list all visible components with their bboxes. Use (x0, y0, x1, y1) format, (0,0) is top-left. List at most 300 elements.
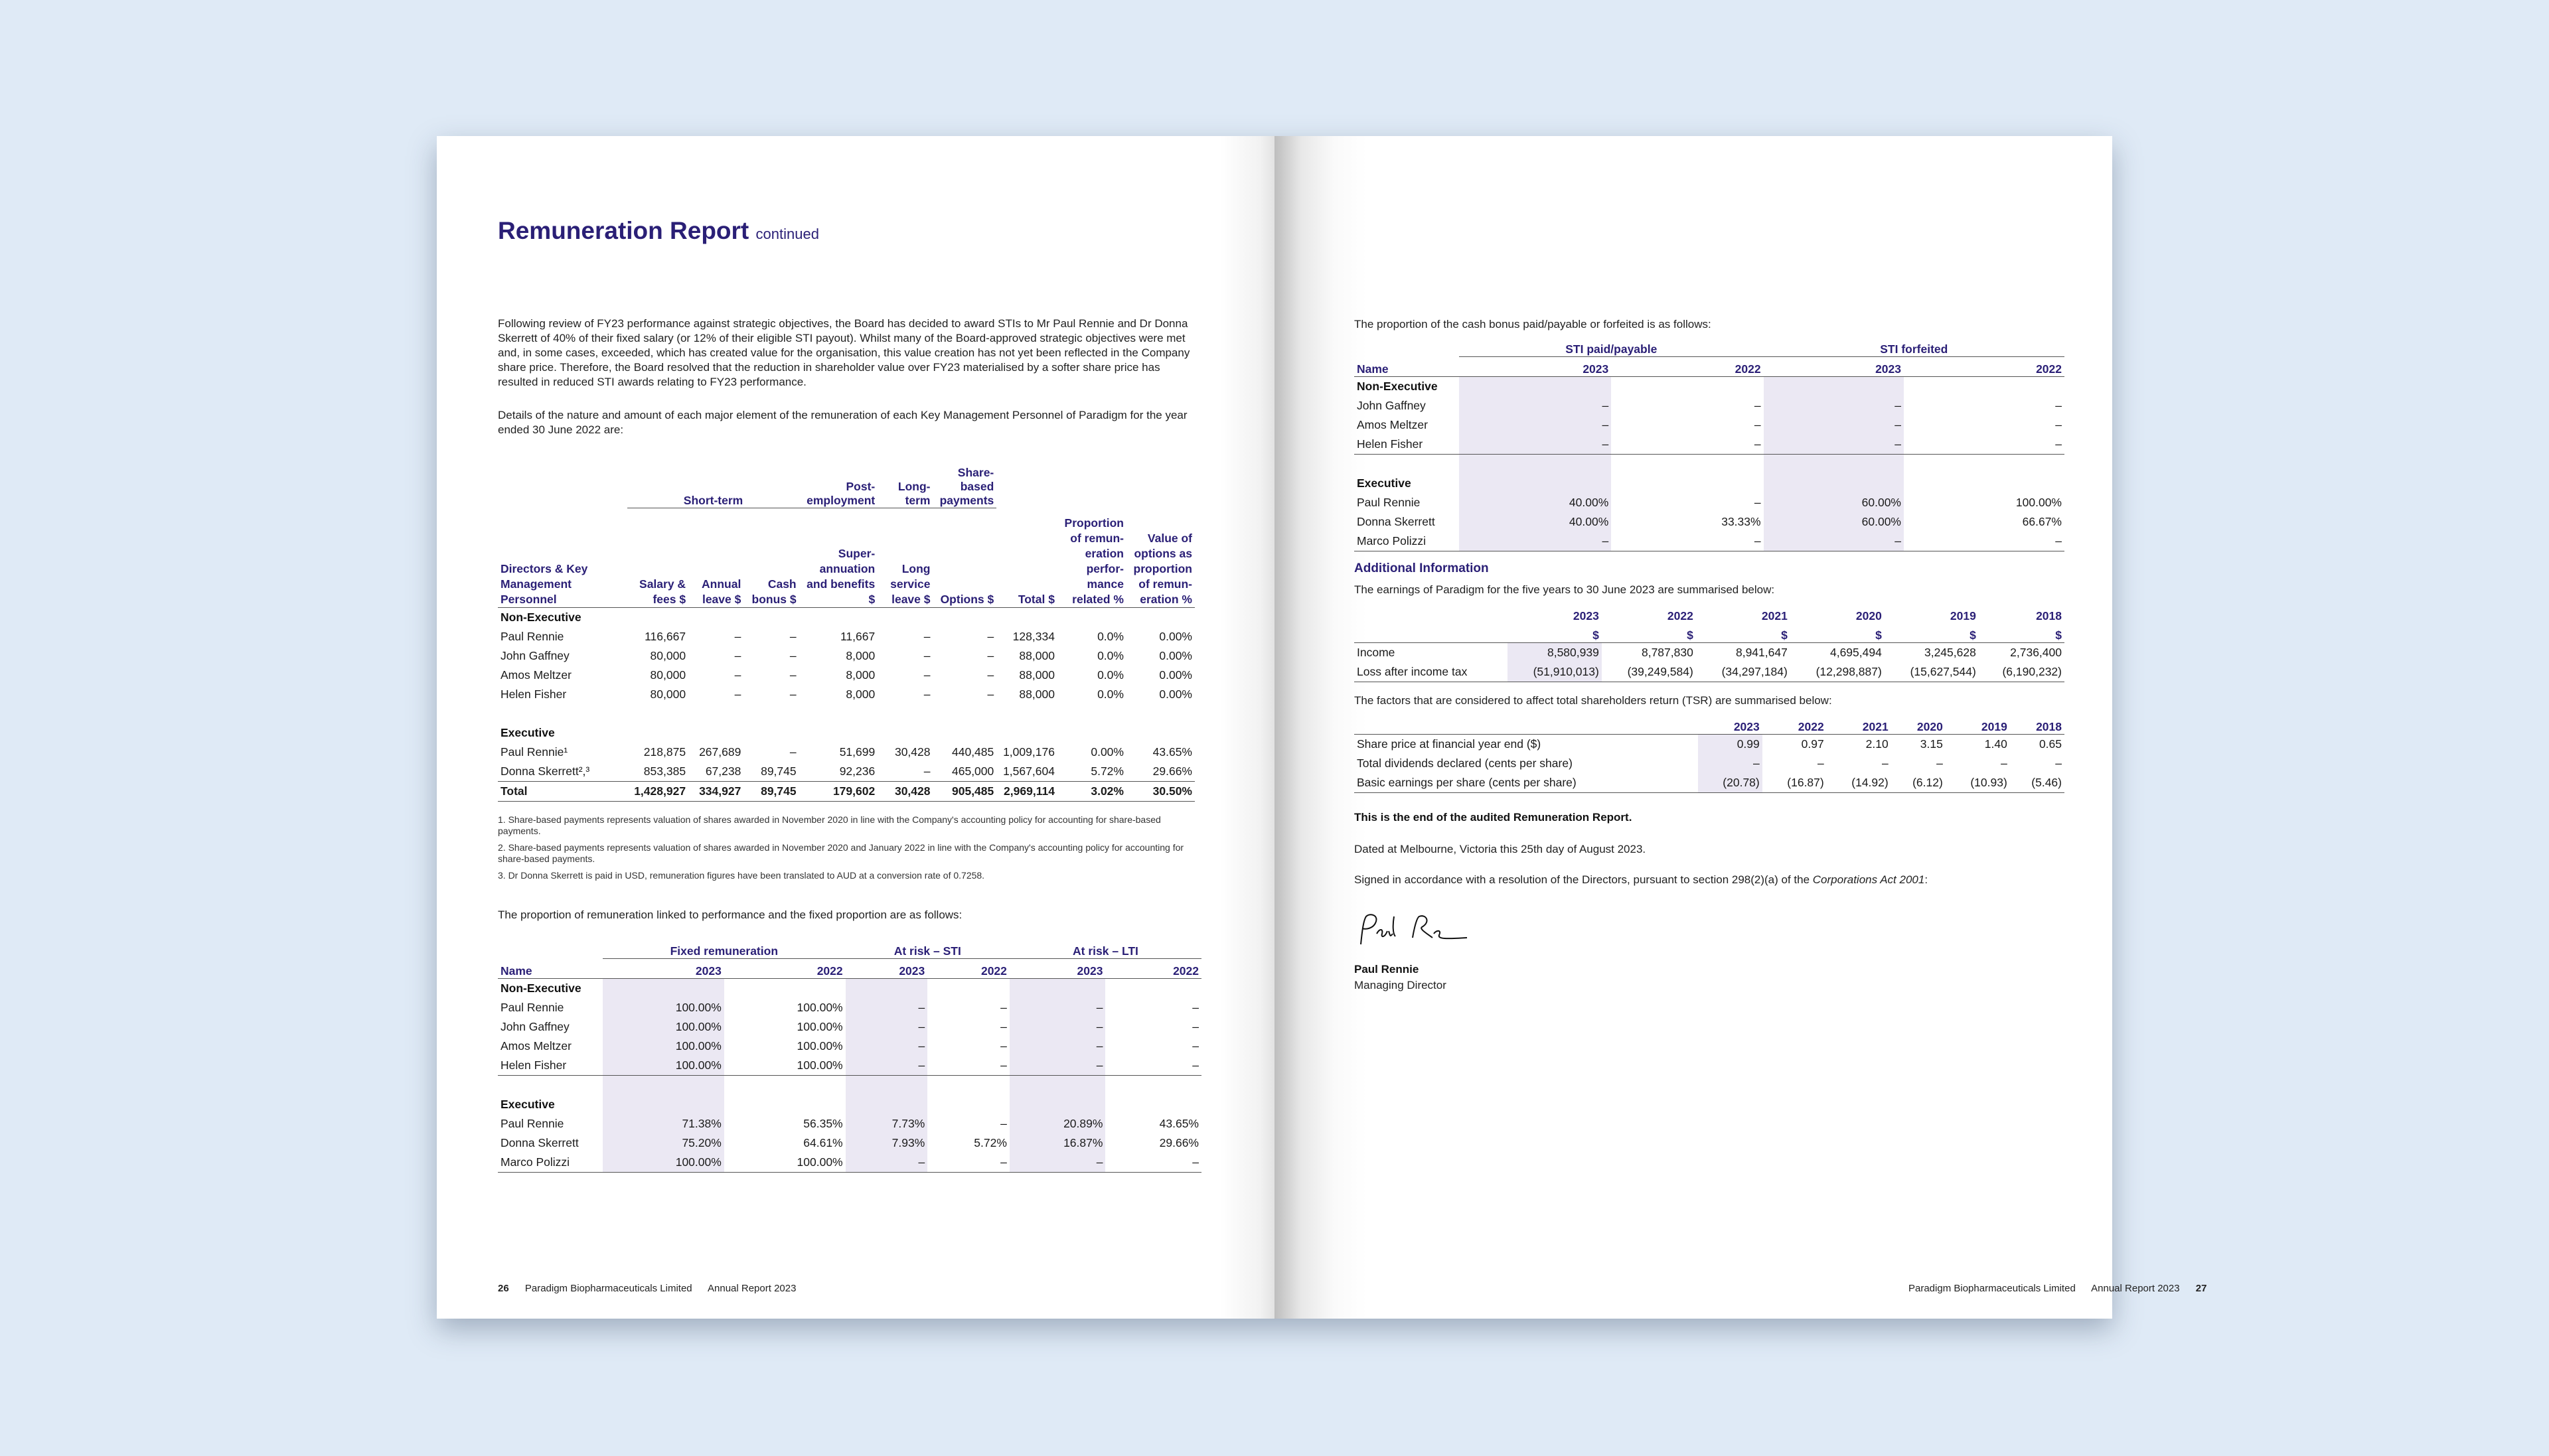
group-header: At risk – LTI (1010, 939, 1201, 959)
table-cell: – (1459, 396, 1611, 415)
table-cell: – (1000, 1020, 1007, 1033)
row-name: Paul Rennie (1357, 496, 1421, 509)
table-cell: 0.0% (1097, 630, 1124, 643)
column-header: 2019 (1950, 609, 1976, 622)
cash-bonus-table (1354, 337, 2064, 551)
table-row (1354, 396, 2064, 415)
spacer (1010, 1076, 1106, 1096)
table-cell: – (1764, 532, 1904, 551)
table-cell: 0.00% (1091, 745, 1124, 759)
unit-header: $ (1696, 623, 1790, 643)
table-cell: 440,485 (952, 745, 994, 759)
section-row (1354, 474, 2064, 493)
table-cell: – (1459, 435, 1611, 455)
table-cell: (14.92) (1827, 773, 1891, 793)
table-cell: – (734, 688, 741, 701)
table-row (1354, 735, 2064, 755)
table-row (1354, 662, 2064, 682)
table-cell: – (1105, 1153, 1201, 1173)
group-header (1126, 448, 1195, 508)
table-cell: 128,334 (1012, 630, 1055, 643)
table-cell: (6.12) (1891, 773, 1946, 793)
table-cell: 29.66% (1152, 764, 1192, 778)
table-cell: – (987, 630, 994, 643)
table-cell: 80,000 (650, 649, 686, 662)
row-name: Helen Fisher (501, 688, 567, 701)
column-header: Value of options as proportion of remun-eration % (1126, 508, 1195, 608)
table-cell: 100.00% (603, 1017, 724, 1037)
table-cell: 8,580,939 (1507, 643, 1602, 663)
column-header: 2022 (1105, 959, 1201, 979)
table-cell: 1.40 (1984, 737, 2007, 751)
spacer (1459, 474, 1611, 493)
column-header: 2022 (1611, 357, 1763, 377)
row-name: Donna Skerrett²,³ (501, 764, 590, 778)
table-row (498, 1133, 1201, 1153)
table-cell: 465,000 (952, 764, 994, 778)
table-cell: 75.20% (603, 1133, 724, 1153)
column-header: 2023 (1698, 715, 1762, 735)
total-label: Total (498, 782, 627, 802)
table-cell: – (789, 630, 797, 643)
table-cell: – (923, 764, 931, 778)
table-cell: 20.89% (1010, 1114, 1106, 1133)
table-row (1354, 415, 2064, 435)
table-cell: 0.97 (1801, 737, 1824, 751)
row-name: Paul Rennie¹ (501, 745, 568, 759)
unit-header: $ (1885, 623, 1979, 643)
table-cell: 8,000 (846, 688, 876, 701)
table-row (498, 1017, 1201, 1037)
table-cell: 40.00% (1459, 493, 1611, 512)
act-name: Corporations Act 2001 (1812, 873, 1925, 886)
table-cell: 100.00% (603, 1056, 724, 1076)
table-cell: 5.72% (1091, 764, 1124, 778)
footnote-3: 3. Dr Donna Skerrett is paid in USD, remuneration figures have been translated to AUD at a conversion rate of 0.7258. (498, 870, 985, 881)
table-cell: 0.00% (1159, 649, 1192, 662)
table-cell: 8,787,830 (1641, 646, 1693, 659)
row-name: Donna Skerrett (1357, 515, 1435, 528)
column-header: 2022 (724, 959, 846, 979)
column-header: 2023 (603, 959, 724, 979)
table-cell: – (1192, 1020, 1199, 1033)
table-row (1354, 643, 2064, 663)
unit-header (1354, 623, 1507, 643)
column-header: 2019 (1946, 715, 2010, 735)
row-name: Paul Rennie (501, 1117, 564, 1130)
total-cell: 334,927 (688, 782, 743, 802)
table-cell: 8,941,647 (1735, 646, 1788, 659)
table-cell: 43.65% (1159, 1117, 1199, 1130)
table-cell: – (846, 1017, 928, 1037)
column-header: Proportion of remun-eration perfor-mance related % (1057, 508, 1126, 608)
column-header-row (498, 508, 1195, 608)
table-row (498, 1153, 1201, 1173)
page-number: 26 (498, 1283, 509, 1294)
page-footer-left (498, 1283, 796, 1294)
table-cell: 30,428 (894, 745, 931, 759)
row-name: Share price at financial year end ($) (1357, 737, 1541, 751)
unit-header: $ (1790, 623, 1885, 643)
column-header: Salary & fees $ (627, 508, 688, 608)
group-header: Long-term (878, 448, 933, 508)
row-name: Paul Rennie (501, 1001, 564, 1014)
table-cell: 3.15 (1920, 737, 1943, 751)
table-row (498, 666, 1195, 685)
table-cell: – (923, 649, 931, 662)
table-row (1354, 532, 2064, 551)
table-cell: 100.00% (797, 1020, 843, 1033)
earnings-intro: The earnings of Paradigm for the five years to 30 June 2023 are summarised below: (1354, 583, 1775, 596)
table-cell: – (1754, 437, 1761, 451)
table-cell: 29.66% (1159, 1136, 1199, 1149)
table-cell: – (923, 668, 931, 682)
spacer (498, 1076, 603, 1096)
column-header-row (498, 959, 1201, 979)
table-cell: – (1698, 754, 1762, 773)
spacer (846, 979, 928, 999)
spacer (1611, 455, 1763, 474)
table-row (1354, 512, 2064, 532)
spacer (603, 1076, 724, 1096)
section-row (1354, 377, 2064, 397)
total-cell: 2,969,114 (996, 782, 1057, 802)
table-cell: – (1936, 757, 1943, 770)
table-row (498, 743, 1195, 762)
footer-report: Annual Report 2023 (708, 1283, 797, 1294)
table-cell: 43.65% (1152, 745, 1192, 759)
table-cell: 100.00% (603, 1037, 724, 1056)
signed-line: Signed in accordance with a resolution of the Directors, pursuant to section 298(2)(a) of the Corporations Act 2001: (1354, 873, 1928, 886)
column-header: Options $ (933, 508, 997, 608)
table-cell: (10.93) (1946, 773, 2010, 793)
group-header (498, 939, 603, 959)
table-cell: 0.0% (1097, 649, 1124, 662)
table-cell: (6,190,232) (1979, 662, 2064, 682)
table-cell: 88,000 (1019, 649, 1055, 662)
group-header-row (1354, 337, 2064, 357)
column-header: Name (498, 959, 603, 979)
table-cell: 218,875 (643, 745, 686, 759)
spacer-row (498, 704, 1195, 723)
table-cell: 116,667 (645, 630, 686, 643)
table-cell: – (1754, 399, 1761, 412)
table-row (1354, 435, 2064, 455)
table-cell: – (2001, 757, 2007, 770)
row-name: Marco Polizzi (498, 1153, 603, 1173)
column-header: 2023 (846, 959, 928, 979)
section-row (498, 979, 1201, 999)
column-header: Cash bonus $ (743, 508, 799, 608)
table-cell: – (2055, 437, 2062, 451)
table-cell: – (734, 668, 741, 682)
row-name: Loss after income tax (1354, 662, 1507, 682)
section-row (498, 608, 1195, 628)
report-spread (437, 136, 2207, 1319)
column-header: 2020 (1891, 715, 1946, 735)
table-cell: 0.0% (1097, 668, 1124, 682)
table-cell: 100.00% (724, 1153, 846, 1173)
column-header: Super-annuation and benefits $ (799, 508, 878, 608)
column-header: 2018 (2010, 715, 2064, 735)
unit-header: $ (1602, 623, 1696, 643)
row-name: Basic earnings per share (cents per share) (1354, 773, 1698, 793)
column-header: 2023 (1459, 357, 1611, 377)
table-row (498, 1114, 1201, 1133)
group-header: Fixed remuneration (603, 939, 846, 959)
additional-heading: Additional Information (1354, 561, 1489, 575)
page-footer-right (1908, 1283, 2220, 1294)
column-header-row (1354, 357, 2064, 377)
table-cell: (12,298,887) (1790, 662, 1885, 682)
table-cell: – (1764, 415, 1904, 435)
spacer (724, 979, 846, 999)
table-cell: 40.00% (1459, 512, 1611, 532)
table-row (498, 646, 1195, 666)
column-header-row (1354, 715, 2064, 735)
spacer (846, 1076, 928, 1096)
spacer (1105, 1076, 1201, 1096)
unit-header: $ (1979, 623, 2064, 643)
column-header: Name (1354, 357, 1459, 377)
table-cell: – (987, 688, 994, 701)
row-name: John Gaffney (501, 649, 570, 662)
footnote-2: 2. Share-based payments represents valuation of shares awarded in November 2020 and January 2022 in line with the Company's accounting policy for accounting for share-based payments. (498, 842, 1184, 864)
table-cell: 0.00% (1159, 630, 1192, 643)
table-cell: – (1000, 1001, 1007, 1014)
row-name: Donna Skerrett (501, 1136, 579, 1149)
column-header (1354, 604, 1507, 623)
proportion-intro: The proportion of remuneration linked to performance and the fixed proportion are as follows: (498, 909, 963, 921)
table-cell: 3,245,628 (1924, 646, 1976, 659)
section-row (498, 1095, 1201, 1114)
footer-report: Annual Report 2023 (2091, 1283, 2180, 1294)
table-cell: – (2055, 418, 2062, 431)
table-row (1354, 754, 2064, 773)
table-cell: 8,000 (846, 649, 876, 662)
table-row (498, 627, 1195, 646)
table-cell: 80,000 (650, 668, 686, 682)
table-cell: 2.10 (1865, 737, 1889, 751)
table-cell: – (1764, 396, 1904, 415)
table-cell: 33.33% (1721, 515, 1761, 528)
section-label: Non-Executive (1357, 380, 1438, 393)
group-header (1354, 337, 1459, 357)
table-cell: (34,297,184) (1696, 662, 1790, 682)
column-header: Total $ (996, 508, 1057, 608)
page-number: 27 (2195, 1283, 2207, 1294)
total-cell: 30,428 (878, 782, 933, 802)
table-cell: – (1010, 1037, 1106, 1056)
table-cell: – (1000, 1058, 1007, 1072)
spacer (1904, 377, 2064, 397)
section-label: Executive (501, 726, 555, 739)
title-suffix: continued (755, 226, 819, 242)
table-cell: – (1459, 532, 1611, 551)
row-name: Helen Fisher (1357, 437, 1423, 451)
spacer (927, 1095, 1010, 1114)
row-name: Total dividends declared (cents per share) (1357, 757, 1573, 770)
column-header: 2022 (1762, 715, 1827, 735)
table-cell: (15,627,544) (1885, 662, 1979, 682)
table-row (1354, 773, 2064, 793)
table-cell: – (1000, 1117, 1007, 1130)
spacer (927, 979, 1010, 999)
details-paragraph: Details of the nature and amount of each major element of the remuneration of each Key Management Personnel of Paradigm for the year ended 30 June 2022 are: (498, 409, 1188, 436)
table-cell: – (734, 630, 741, 643)
table-cell: – (789, 668, 797, 682)
row-name: Paul Rennie (501, 630, 564, 643)
table-cell: – (1611, 532, 1763, 551)
table-cell: – (734, 649, 741, 662)
footer-company: Paradigm Biopharmaceuticals Limited (524, 1283, 692, 1294)
table-cell: 1,009,176 (1003, 745, 1055, 759)
table-cell: – (923, 630, 931, 643)
table-cell: (16.87) (1762, 773, 1827, 793)
table-cell: 2,736,400 (2010, 646, 2062, 659)
column-header: 2018 (2036, 609, 2062, 622)
table-cell: – (846, 998, 928, 1017)
total-cell: 1,428,927 (627, 782, 688, 802)
table-row (498, 1056, 1201, 1076)
group-header: Post-employment (799, 448, 878, 508)
column-header: 2023 (1573, 609, 1599, 622)
table-cell: 92,236 (839, 764, 876, 778)
table-cell: – (789, 649, 797, 662)
table-cell: – (1754, 496, 1761, 509)
column-header: 2022 (1667, 609, 1693, 622)
row-name: John Gaffney (1357, 399, 1426, 412)
table-cell: 4,695,494 (1829, 646, 1882, 659)
table-row (498, 685, 1195, 704)
column-header: Directors & Key Management Personnel (498, 508, 627, 608)
spacer (724, 1095, 846, 1114)
table-cell: 56.35% (803, 1117, 843, 1130)
row-name: Income (1357, 646, 1395, 659)
signatory-name: Paul Rennie (1354, 963, 1419, 976)
table-cell: 853,385 (643, 764, 686, 778)
column-header: 2023 (1010, 959, 1106, 979)
column-header: Long service leave $ (878, 508, 933, 608)
table-cell: (20.78) (1698, 773, 1762, 793)
table-row (498, 1037, 1201, 1056)
table-cell: – (1764, 435, 1904, 455)
table-cell: – (1010, 1153, 1106, 1173)
group-header (498, 448, 627, 508)
group-header (1057, 448, 1126, 508)
column-header: 2022 (1904, 357, 2064, 377)
table-cell: 100.00% (797, 1001, 843, 1014)
spacer (1105, 979, 1201, 999)
unit-row (1354, 623, 2064, 643)
table-cell: 7.73% (846, 1114, 928, 1133)
spacer (1459, 377, 1611, 397)
table-cell: 51,699 (839, 745, 876, 759)
column-header (1354, 715, 1698, 735)
table-cell: – (987, 668, 994, 682)
cash-intro: The proportion of the cash bonus paid/payable or forfeited is as follows: (1354, 318, 1711, 330)
table-cell: (39,249,584) (1602, 662, 1696, 682)
row-name: Amos Meltzer (1357, 418, 1428, 431)
table-cell: 60.00% (1764, 512, 1904, 532)
footnote-1: 1. Share-based payments represents valuation of shares awarded in November 2020 in line with the Company's accounting policy for accounting for share-based payments. (498, 814, 1161, 836)
earnings-table (1354, 604, 2064, 682)
unit-header: $ (1507, 623, 1602, 643)
table-cell: 88,000 (1019, 668, 1055, 682)
table-cell: 8,000 (846, 668, 876, 682)
table-cell: – (789, 688, 797, 701)
table-cell: 100.00% (2015, 496, 2062, 509)
table-cell: – (1192, 1039, 1199, 1053)
table-cell: 100.00% (603, 1153, 724, 1173)
spacer (603, 979, 724, 999)
spacer (1764, 377, 1904, 397)
page-title: Remuneration Report continued (498, 217, 819, 244)
tsr-table (1354, 715, 2064, 793)
table-cell: – (2055, 757, 2062, 770)
end-note: This is the end of the audited Remuneration Report. (1354, 811, 1632, 824)
table-cell: – (987, 649, 994, 662)
table-cell: – (927, 1153, 1010, 1173)
table-cell: – (1010, 1017, 1106, 1037)
table-cell: – (1459, 415, 1611, 435)
table-cell: 100.00% (797, 1058, 843, 1072)
total-cell: 905,485 (933, 782, 997, 802)
spacer (1354, 455, 1459, 474)
table-cell: – (2055, 399, 2062, 412)
table-cell: 267,689 (699, 745, 741, 759)
row-name: Amos Meltzer (501, 668, 572, 682)
group-header: STI paid/payable (1459, 337, 1764, 357)
spacer (1611, 377, 1763, 397)
page-27 (1274, 136, 2207, 1319)
spacer (1105, 1095, 1201, 1114)
table-cell: 88,000 (1019, 688, 1055, 701)
spacer (1904, 455, 2064, 474)
row-name: Amos Meltzer (501, 1039, 572, 1053)
table-cell: – (789, 745, 797, 759)
total-cell: 3.02% (1057, 782, 1126, 802)
table-cell: 64.61% (803, 1136, 843, 1149)
table-cell: 5.72% (974, 1136, 1007, 1149)
column-header: 2021 (1761, 609, 1788, 622)
spacer (1904, 474, 2064, 493)
table-cell: – (1817, 757, 1824, 770)
table-cell: – (1754, 418, 1761, 431)
section-label: Non-Executive (501, 982, 581, 995)
column-header: 2021 (1827, 715, 1891, 735)
table-row (498, 762, 1195, 782)
spacer (1764, 474, 1904, 493)
spacer (1010, 1095, 1106, 1114)
table-row (1354, 493, 2064, 512)
table-cell: 0.99 (1698, 735, 1762, 755)
proportion-table (498, 939, 1201, 1173)
table-cell: 1,567,604 (1003, 764, 1055, 778)
table-cell: 0.00% (1159, 688, 1192, 701)
table-cell: – (846, 1037, 928, 1056)
table-cell: 16.87% (1010, 1133, 1106, 1153)
section-label: Non-Executive (501, 611, 581, 624)
group-header: STI forfeited (1764, 337, 2064, 357)
remuneration-table (498, 448, 1195, 802)
spacer (846, 1095, 928, 1114)
spacer (498, 704, 1195, 723)
table-cell: 0.0% (1097, 688, 1124, 701)
spacer (603, 1095, 724, 1114)
group-header: Share-based payments (933, 448, 997, 508)
table-cell: 67,238 (705, 764, 741, 778)
